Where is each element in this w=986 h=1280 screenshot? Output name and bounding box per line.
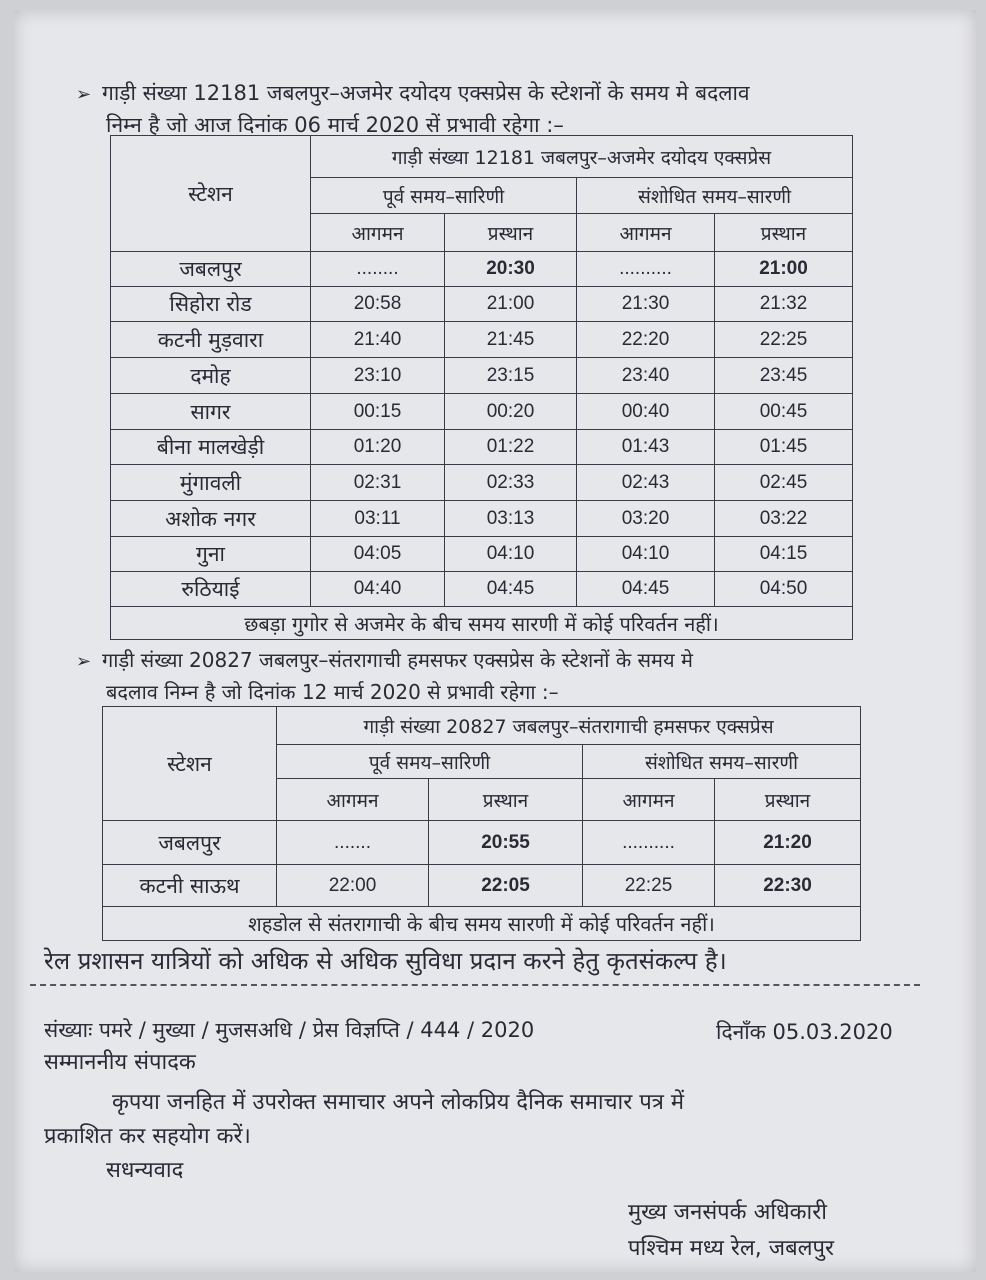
old-arrival: 04:40 — [311, 572, 445, 607]
salutation: सम्माननीय संपादक — [44, 1050, 196, 1075]
station-column-header: स्टेशन — [111, 136, 311, 252]
table-2-footnote: शहडोल से संतरागाची के बीच समय सारणी में कोई परिवर्तन नहीं। — [103, 907, 861, 941]
signature-office: पश्चिम मध्य रेल, जबलपुर — [628, 1236, 835, 1261]
new-arrival: 22:25 — [583, 865, 715, 907]
old-arrival: 01:20 — [311, 430, 445, 465]
station-name: बीना मालखेड़ी — [111, 430, 311, 465]
old-departure-header: प्रस्थान — [429, 779, 583, 821]
old-schedule-header: पूर्व समय–सारिणी — [277, 745, 583, 779]
reference-number: संख्याः पमरे / मुख्या / मुजसअधि / प्रेस विज्ञप्ति / 444 / 2020 — [44, 1018, 535, 1042]
old-departure: 03:13 — [445, 501, 577, 537]
new-schedule-header: संशोधित समय–सारणी — [577, 178, 853, 214]
timetable-12181 — [110, 135, 853, 640]
old-departure: 20:30 — [445, 252, 577, 287]
old-departure: 22:05 — [429, 865, 583, 907]
new-departure: 00:45 — [715, 394, 853, 430]
new-arrival-header: आगमन — [577, 214, 715, 252]
table-row — [111, 430, 853, 465]
thanks: सधन्यवाद — [106, 1158, 184, 1183]
divider — [30, 984, 920, 986]
new-arrival: 02:43 — [577, 465, 715, 501]
new-arrival: .......... — [577, 252, 715, 287]
station-name: सिहोरा रोड — [111, 287, 311, 322]
old-arrival: ........ — [311, 252, 445, 287]
station-name: मुंगावली — [111, 465, 311, 501]
old-departure: 00:20 — [445, 394, 577, 430]
notice-2 — [76, 645, 693, 707]
table-row — [103, 865, 861, 907]
station-name: जबलपुर — [111, 252, 311, 287]
station-name: जबलपुर — [103, 821, 277, 865]
timetable-20827 — [102, 706, 861, 941]
train-heading: गाड़ी संख्या 20827 जबलपुर–संतरागाची हमसफर एक्सप्रेस — [277, 707, 861, 745]
station-name: सागर — [111, 394, 311, 430]
old-departure: 21:45 — [445, 322, 577, 358]
new-departure-header: प्रस्थान — [715, 779, 861, 821]
old-arrival: 22:00 — [277, 865, 429, 907]
new-departure: 21:00 — [715, 252, 853, 287]
old-arrival-header: आगमन — [311, 214, 445, 252]
station-name: कटनी मुड़वारा — [111, 322, 311, 358]
old-departure: 20:55 — [429, 821, 583, 865]
table-row — [111, 465, 853, 501]
old-departure: 23:15 — [445, 358, 577, 394]
table-row — [111, 322, 853, 358]
notice-2-line-2: बदलाव निम्न है जो दिनांक 12 मार्च 2020 से प्रभावी रहेगा :– — [106, 680, 559, 704]
request-line-2: प्रकाशित कर सहयोग करें। — [44, 1124, 251, 1149]
station-column-header: स्टेशन — [103, 707, 277, 821]
table-row — [111, 358, 853, 394]
old-departure: 04:45 — [445, 572, 577, 607]
station-name: रुठियाई — [111, 572, 311, 607]
new-arrival: 21:30 — [577, 287, 715, 322]
table-row — [111, 287, 853, 322]
new-departure: 22:25 — [715, 322, 853, 358]
table-row — [111, 394, 853, 430]
old-arrival: ....... — [277, 821, 429, 865]
new-arrival: 22:20 — [577, 322, 715, 358]
arrow-bullet-icon: ➢ — [76, 651, 92, 672]
arrow-bullet-icon: ➢ — [76, 84, 92, 105]
notice-1-line-2: निम्न है जो आज दिनांक 06 मार्च 2020 सें प्रभावी रहेगा :– — [106, 113, 564, 137]
new-departure: 02:45 — [715, 465, 853, 501]
table-row — [103, 821, 861, 865]
old-arrival-header: आगमन — [277, 779, 429, 821]
old-departure: 02:33 — [445, 465, 577, 501]
new-schedule-header: संशोधित समय–सारणी — [583, 745, 861, 779]
old-arrival: 20:58 — [311, 287, 445, 322]
station-name: अशोक नगर — [111, 501, 311, 537]
old-departure-header: प्रस्थान — [445, 214, 577, 252]
new-arrival: 23:40 — [577, 358, 715, 394]
notice-1 — [76, 78, 750, 140]
new-departure: 22:30 — [715, 865, 861, 907]
old-arrival: 21:40 — [311, 322, 445, 358]
table-row — [111, 501, 853, 537]
reference-date: दिनाँक 05.03.2020 — [716, 1020, 893, 1044]
new-departure-header: प्रस्थान — [715, 214, 853, 252]
train-heading: गाड़ी संख्या 12181 जबलपुर–अजमेर दयोदय एक्सप्रेस — [311, 136, 853, 178]
station-name: गुना — [111, 537, 311, 572]
new-departure: 21:32 — [715, 287, 853, 322]
station-name: दमोह — [111, 358, 311, 394]
new-departure: 03:22 — [715, 501, 853, 537]
old-departure: 01:22 — [445, 430, 577, 465]
new-departure: 04:15 — [715, 537, 853, 572]
old-arrival: 00:15 — [311, 394, 445, 430]
new-arrival: .......... — [583, 821, 715, 865]
old-arrival: 23:10 — [311, 358, 445, 394]
new-departure: 04:50 — [715, 572, 853, 607]
notice-2-line-1: गाड़ी संख्या 20827 जबलपुर–संतरागाची हमसफर एक्सप्रेस के स्टेशनों के समय मे — [102, 648, 693, 672]
new-arrival: 00:40 — [577, 394, 715, 430]
station-name: कटनी साऊथ — [103, 865, 277, 907]
request-line-1: कृपया जनहित में उपरोक्त समाचार अपने लोकप्रिय दैनिक समाचार पत्र में — [112, 1090, 685, 1115]
table-row — [111, 537, 853, 572]
table-row — [111, 252, 853, 287]
table-row — [111, 572, 853, 607]
notice-1-line-1: गाड़ी संख्या 12181 जबलपुर–अजमेर दयोदय एक्सप्रेस के स्टेशनों के समय मे बदलाव — [102, 81, 750, 105]
old-departure: 21:00 — [445, 287, 577, 322]
old-schedule-header: पूर्व समय–सारिणी — [311, 178, 577, 214]
closing-statement: रेल प्रशासन यात्रियों को अधिक से अधिक सुविधा प्रदान करने हेतु कृतसंकल्प है। — [44, 947, 727, 975]
old-arrival: 02:31 — [311, 465, 445, 501]
new-arrival: 04:10 — [577, 537, 715, 572]
new-arrival: 03:20 — [577, 501, 715, 537]
new-departure: 01:45 — [715, 430, 853, 465]
table-1-footnote: छबड़ा गुगोर से अजमेर के बीच समय सारणी में कोई परिवर्तन नहीं। — [111, 607, 853, 640]
new-arrival-header: आगमन — [583, 779, 715, 821]
old-departure: 04:10 — [445, 537, 577, 572]
new-departure: 23:45 — [715, 358, 853, 394]
old-arrival: 03:11 — [311, 501, 445, 537]
new-departure: 21:20 — [715, 821, 861, 865]
signature-title: मुख्य जनसंपर्क अधिकारी — [628, 1200, 827, 1225]
new-arrival: 04:45 — [577, 572, 715, 607]
new-arrival: 01:43 — [577, 430, 715, 465]
old-arrival: 04:05 — [311, 537, 445, 572]
